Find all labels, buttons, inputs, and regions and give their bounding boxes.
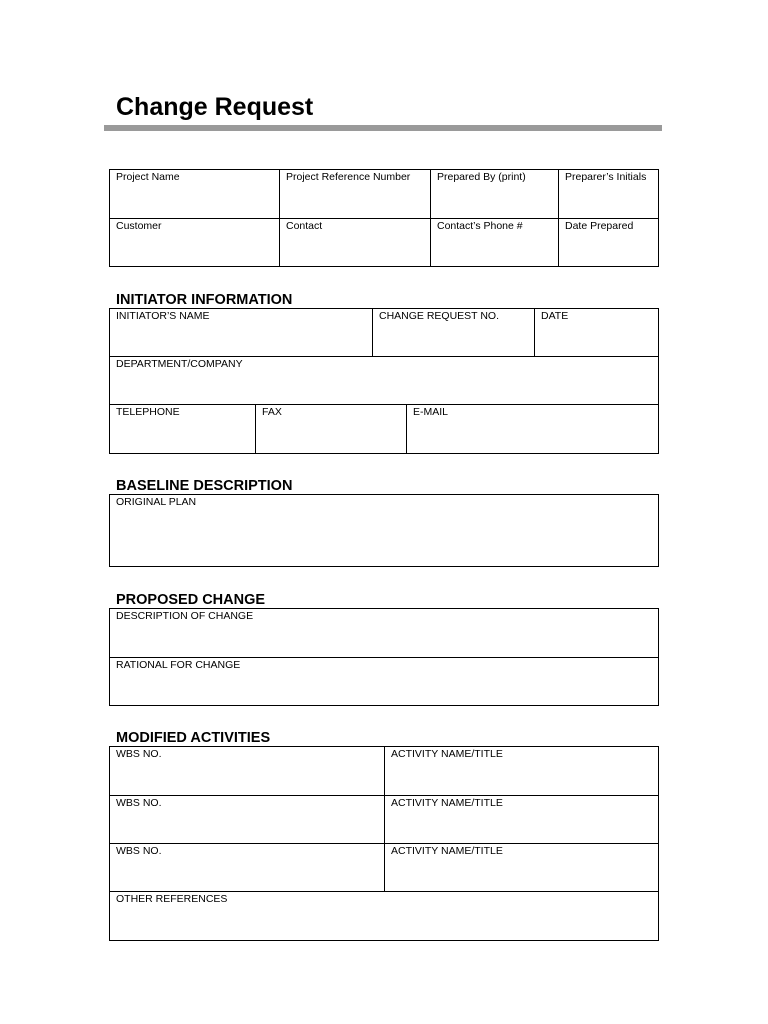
baseline-description-heading: BASELINE DESCRIPTION	[116, 478, 293, 494]
wbs-number-field[interactable]	[110, 844, 385, 892]
field-label: DATE	[541, 310, 569, 322]
fax-field[interactable]	[256, 405, 407, 453]
field-label: ACTIVITY NAME/TITLE	[391, 797, 503, 809]
field-label: RATIONAL FOR CHANGE	[116, 659, 241, 671]
change-request-number-field[interactable]	[373, 309, 535, 357]
field-label: FAX	[262, 406, 282, 418]
field-label: ACTIVITY NAME/TITLE	[391, 845, 503, 857]
prepared-by-field[interactable]	[431, 170, 559, 219]
other-references-field[interactable]	[110, 892, 658, 940]
department-company-field[interactable]	[110, 357, 658, 405]
title-divider	[104, 125, 662, 131]
field-label: DEPARTMENT/COMPANY	[116, 358, 243, 370]
field-label: DESCRIPTION OF CHANGE	[116, 610, 254, 622]
page-title: Change Request	[116, 93, 314, 121]
project-name-field[interactable]	[110, 170, 280, 219]
field-label: Project Name	[116, 171, 180, 183]
initiator-name-field[interactable]	[110, 309, 373, 357]
field-label: Prepared By (print)	[437, 171, 526, 183]
original-plan-field[interactable]	[110, 495, 658, 566]
date-field[interactable]	[535, 309, 658, 357]
field-label: OTHER REFERENCES	[116, 893, 228, 905]
field-label: Preparer’s Initials	[565, 171, 647, 183]
proposed-change-table	[109, 608, 659, 706]
activity-name-field[interactable]	[385, 844, 658, 892]
preparer-initials-field[interactable]	[559, 170, 658, 219]
wbs-number-field[interactable]	[110, 747, 385, 796]
description-of-change-field[interactable]	[110, 609, 658, 658]
field-label: TELEPHONE	[116, 406, 180, 418]
contact-field[interactable]	[280, 219, 431, 266]
field-label: Contact’s Phone #	[437, 220, 523, 232]
wbs-number-field[interactable]	[110, 796, 385, 844]
field-label: WBS NO.	[116, 845, 162, 857]
field-label: Project Reference Number	[286, 171, 411, 183]
field-label: CHANGE REQUEST NO.	[379, 310, 499, 322]
field-label: ACTIVITY NAME/TITLE	[391, 748, 503, 760]
modified-activities-table	[109, 746, 659, 941]
initiator-information-table	[109, 308, 659, 454]
modified-activities-heading: MODIFIED ACTIVITIES	[116, 730, 271, 746]
contact-phone-field[interactable]	[431, 219, 559, 266]
project-reference-number-field[interactable]	[280, 170, 431, 219]
date-prepared-field[interactable]	[559, 219, 658, 266]
field-label: WBS NO.	[116, 797, 162, 809]
field-label: WBS NO.	[116, 748, 162, 760]
customer-field[interactable]	[110, 219, 280, 266]
activity-name-field[interactable]	[385, 796, 658, 844]
initiator-information-heading: INITIATOR INFORMATION	[116, 292, 293, 308]
field-label: Date Prepared	[565, 220, 634, 232]
project-info-table	[109, 169, 659, 267]
baseline-description-table	[109, 494, 659, 567]
field-label: E-MAIL	[413, 406, 449, 418]
field-label: Customer	[116, 220, 162, 232]
field-label: Contact	[286, 220, 323, 232]
telephone-field[interactable]	[110, 405, 256, 453]
activity-name-field[interactable]	[385, 747, 658, 796]
field-label: ORIGINAL PLAN	[116, 496, 197, 508]
rational-for-change-field[interactable]	[110, 658, 658, 705]
field-label: INITIATOR’S NAME	[116, 310, 210, 322]
proposed-change-heading: PROPOSED CHANGE	[116, 592, 266, 608]
email-field[interactable]	[407, 405, 658, 453]
